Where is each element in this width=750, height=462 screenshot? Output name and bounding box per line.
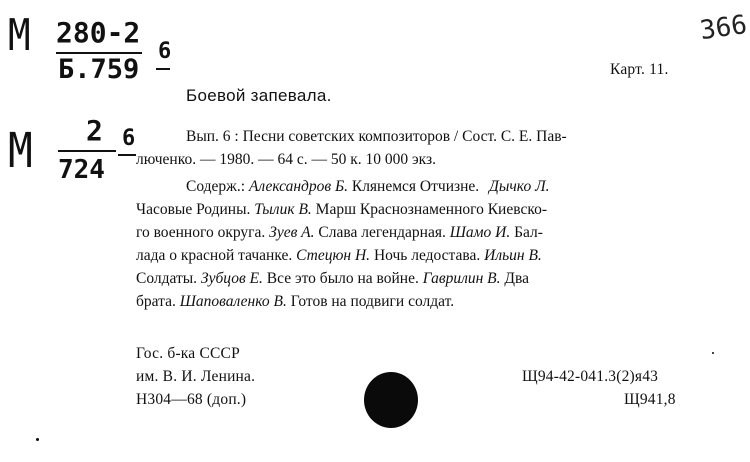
card-number: Карт. 11. xyxy=(610,61,669,78)
library-line-2: им. В. И. Ленина. xyxy=(136,368,256,385)
ink-speck xyxy=(36,438,39,441)
handwritten-copies-bottom: 6 xyxy=(122,126,136,151)
contents-title: го военного округа. xyxy=(136,224,266,241)
contents-title: Слава легендарная. xyxy=(318,224,446,241)
contents-title: Ночь ледостава. xyxy=(373,247,481,264)
description-line-2: люченко. — 1980. — 64 с. — 50 к. 10 000 экз. xyxy=(136,151,436,168)
contents-title: Бал- xyxy=(514,224,543,241)
contents-author: Ильин В. xyxy=(484,247,542,264)
handwritten-corner-number: 366 xyxy=(698,9,749,47)
handwritten-copies-underline-bottom xyxy=(118,154,136,156)
contents-author: Александров Б. xyxy=(248,178,348,195)
contents-title: Часовые Родины. xyxy=(136,201,251,218)
contents-title: Готов на подвиги солдат. xyxy=(290,293,455,310)
contents-title: Клянемся Отчизне. xyxy=(351,178,480,195)
contents-title: брата. xyxy=(136,293,176,310)
contents-author: Шамо И. xyxy=(449,224,511,241)
library-line-1: Гос. б-ка СССР xyxy=(136,345,240,362)
title: Боевой запевала. xyxy=(186,86,332,105)
contents-line-6 xyxy=(136,293,692,311)
description-line-1: Вып. 6 : Песни советских композиторов / Сост. С. Е. Пав- xyxy=(186,128,567,145)
contents-line-3 xyxy=(136,224,692,242)
handwritten-shelf-top-lower: Б.759 xyxy=(58,54,140,85)
contents-author: Дычко Л. xyxy=(489,178,550,195)
contents-author: Стецюн Н. xyxy=(296,247,371,264)
handwritten-copies-top: 6 xyxy=(158,39,172,64)
contents-label: Содерж.: xyxy=(186,178,246,195)
handwritten-fraction-line-bottom xyxy=(58,150,116,152)
contents-title: Марш Краснознаменного Киевско- xyxy=(315,201,547,218)
contents-line-2 xyxy=(136,201,692,219)
contents-author: Шаповаленко В. xyxy=(179,293,287,310)
handwritten-copies-underline-top xyxy=(156,68,170,70)
contents-line-5 xyxy=(136,270,692,288)
handwritten-shelf-bottom-lower: 724 xyxy=(58,155,105,185)
contents-title: лада о красной тачанке. xyxy=(136,247,293,264)
contents-line-1 xyxy=(186,178,742,196)
library-line-3: Н304—68 (доп.) xyxy=(136,391,247,408)
handwritten-letter-bottom: М xyxy=(8,123,33,179)
ink-speck xyxy=(712,352,714,354)
contents-author: Зуев А. xyxy=(269,224,315,241)
contents-line-4 xyxy=(136,247,692,265)
handwritten-shelf-bottom-upper: 2 xyxy=(86,114,103,147)
contents-title: Солдаты. xyxy=(136,270,198,287)
punch-hole xyxy=(364,372,418,428)
contents-title: Все это было на войне. xyxy=(266,270,419,287)
contents-author: Гаврилин В. xyxy=(422,270,501,287)
classification-short-code: Щ941,8 xyxy=(624,391,676,408)
handwritten-shelf-top-upper: 280-2 xyxy=(56,16,141,49)
handwritten-letter-top: М xyxy=(7,10,31,61)
contents-author: Зубцов Е. xyxy=(200,270,263,287)
contents-title: Два xyxy=(504,270,529,287)
contents-author: Тылик В. xyxy=(254,201,312,218)
classification-code: Щ94-42-041.3(2)я43 xyxy=(522,368,659,385)
